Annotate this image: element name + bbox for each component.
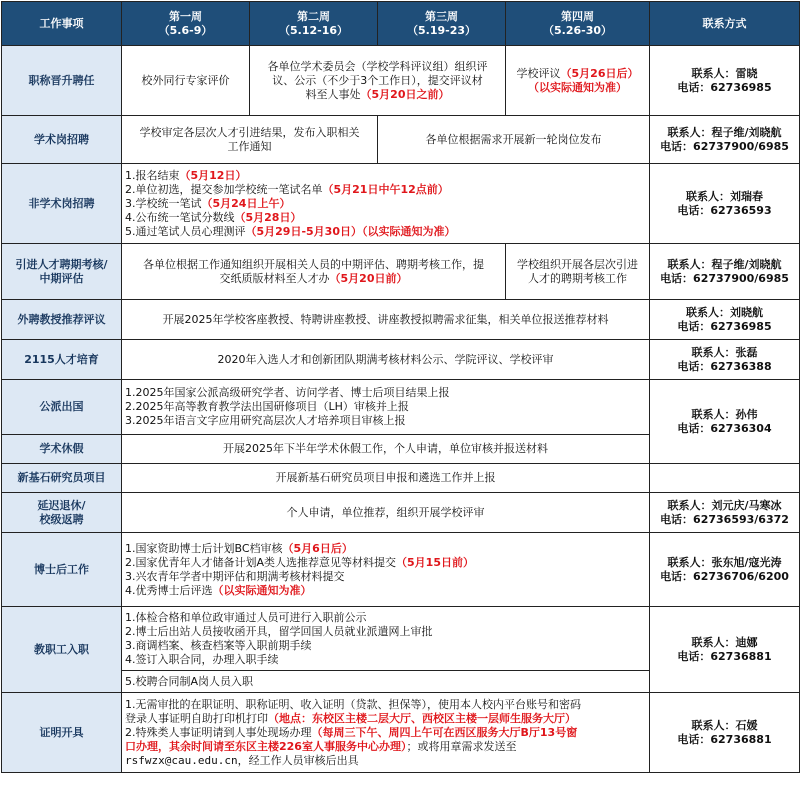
task-talent-assessment: 引进人才聘期考核/ 中期评估 [2,244,122,300]
row-postdoc [2,533,800,607]
contact-cell: 联系人：石媛 电话：62736881 [650,693,800,773]
contact-cell: 联系人：刘元庆/马寒冰 电话：62736593/6372 [650,493,800,533]
task-academic-leave: 学术休假 [2,435,122,464]
task-visiting-professor: 外聘教授推荐评议 [2,300,122,340]
row-new-cornerstone [2,464,800,493]
row-talent-assessment [2,244,800,300]
row-study-abroad [2,380,800,435]
week1-cell: 校外同行专家评价 [122,46,250,116]
all-weeks-cell: 1.报名结束（5月12日） 2.单位初选，提交参加学校统一笔试名单（5月21日中午12点前） 3.学校统一笔试（5月24日上午） 4.公布统一笔试分数线（5月28日） 5.通过笔试人员心理测评（5月29日-5月30日）（以实际通知为准） [122,164,650,244]
header-week-1: 第一周 （5.6-9） [122,2,250,46]
header-contact: 联系方式 [650,2,800,46]
row-staff-onboarding [2,607,800,671]
task-staff-onboarding: 教职工入职 [2,607,122,693]
row-visiting-professor [2,300,800,340]
contact-cell: 联系人：刘瑞春 电话：62736593 [650,164,800,244]
contact-cell: 联系人：刘晓航 电话：62736985 [650,300,800,340]
row-delayed-retirement [2,493,800,533]
week4-cell: 学校组织开展各层次引进 人才的聘期考核工作 [506,244,650,300]
contact-cell: 联系人：程子维/刘晓航 电话：62737900/6985 [650,244,800,300]
header-week-2: 第二周 （5.12-16） [250,2,378,46]
all-weeks-cell: 开展2025年学校客座教授、特聘讲座教授、讲座教授拟聘需求征集，相关单位报送推荐材料 [122,300,650,340]
week2-3-cell: 各单位学术委员会（学校学科评议组）组织评 议、公示（不少于3个工作日），提交评议材 料至人事处（5月20日之前） [250,46,506,116]
all-weeks-cell: 开展2025年下半年学术休假工作，个人申请，单位审核并报送材料 [122,435,650,464]
all-weeks-cell: 开展新基石研究员项目申报和遴选工作并上报 [122,464,650,493]
row-certificates [2,693,800,773]
contact-cell: 联系人：孙伟 电话：62736304 [650,380,800,464]
email-address: rsfwzx@cau.edu.cn [125,753,238,767]
contact-cell: 联系人：张东旭/寇光涛 电话：62736706/6200 [650,533,800,607]
week3-4-cell: 各单位根据需求开展新一轮岗位发布 [378,116,650,164]
all-weeks-cell: 5.校聘合同制A岗人员入职 [122,671,650,693]
all-weeks-cell: 2020年入选人才和创新团队期满考核材料公示、学院评议、学校评审 [122,340,650,380]
row-nonacademic-recruit [2,164,800,244]
header-week-4: 第四周 （5.26-30） [506,2,650,46]
week1-3-cell: 各单位根据工作通知组织开展相关人员的中期评估、聘期考核工作，提 交纸质版材料至人才办（5月20日前） [122,244,506,300]
task-study-abroad: 公派出国 [2,380,122,435]
all-weeks-cell: 个人申请，单位推荐，组织开展学校评审 [122,493,650,533]
task-certificates: 证明开具 [2,693,122,773]
all-weeks-cell: 1.体检合格和单位政审通过人员可进行入职前公示 2.博士后出站人员接收函开具，留学回国人员就业派遣网上审批 3.商调档案、核查档案等入职前期手续 4.签订入职合同，办理入职手续 [122,607,650,671]
task-delayed-retirement: 延迟退休/ 校级返聘 [2,493,122,533]
all-weeks-cell: 1.无需审批的在职证明、职称证明、收入证明（贷款、担保等），使用本人校内平台账号和密码 登录人事证明自助打印机打印（地点：东校区主楼二层大厅、西校区主楼一层师生服务大厅） 2.特殊类人事证明请到人事处现场办理（每周三下午、周四上午可在西区服务大厅B厅13号窗 口办理，其余时间请至东区主楼226室人事服务中心办理）；或将用章需求发送至 rsfwzx@cau.edu.cn，经工作人员审核后出具 [122,693,650,773]
contact-cell: 联系人：雷晓 电话：62736985 [650,46,800,116]
contact-cell: 联系人：张磊 电话：62736388 [650,340,800,380]
row-academic-recruit [2,116,800,164]
schedule-table [1,1,800,773]
row-title-promotion [2,46,800,116]
task-2115-talent: 2115人才培育 [2,340,122,380]
header-row [2,2,800,46]
all-weeks-cell: 1.2025年国家公派高级研究学者、访问学者、博士后项目结果上报 2.2025年高等教育教学法出国研修项目（LH）审核并上报 3.2025年语言文字应用研究高层次人才培养项目审核上报 [122,380,650,435]
task-nonacademic-recruit: 非学术岗招聘 [2,164,122,244]
task-new-cornerstone: 新基石研究员项目 [2,464,122,493]
week4-cell: 学校评议（5月26日后） （以实际通知为准） [506,46,650,116]
task-postdoc: 博士后工作 [2,533,122,607]
contact-cell: 联系人：迪娜 电话：62736881 [650,607,800,693]
all-weeks-cell: 1.国家资助博士后计划BC档审核（5月6日后） 2.国家优青年人才储备计划A类人选推荐意见等材料提交（5月15日前） 3.兴农青年学者中期评估和期满考核材料提交 4.优秀博士后评选（以实际通知为准） [122,533,650,607]
task-title-promotion: 职称晋升聘任 [2,46,122,116]
header-week-3: 第三周 （5.19-23） [378,2,506,46]
week1-2-cell: 学校审定各层次人才引进结果，发布入职相关 工作通知 [122,116,378,164]
contact-cell-empty [650,464,800,493]
header-task: 工作事项 [2,2,122,46]
contact-cell: 联系人：程子维/刘晓航 电话：62737900/6985 [650,116,800,164]
row-2115-talent [2,340,800,380]
task-academic-recruit: 学术岗招聘 [2,116,122,164]
